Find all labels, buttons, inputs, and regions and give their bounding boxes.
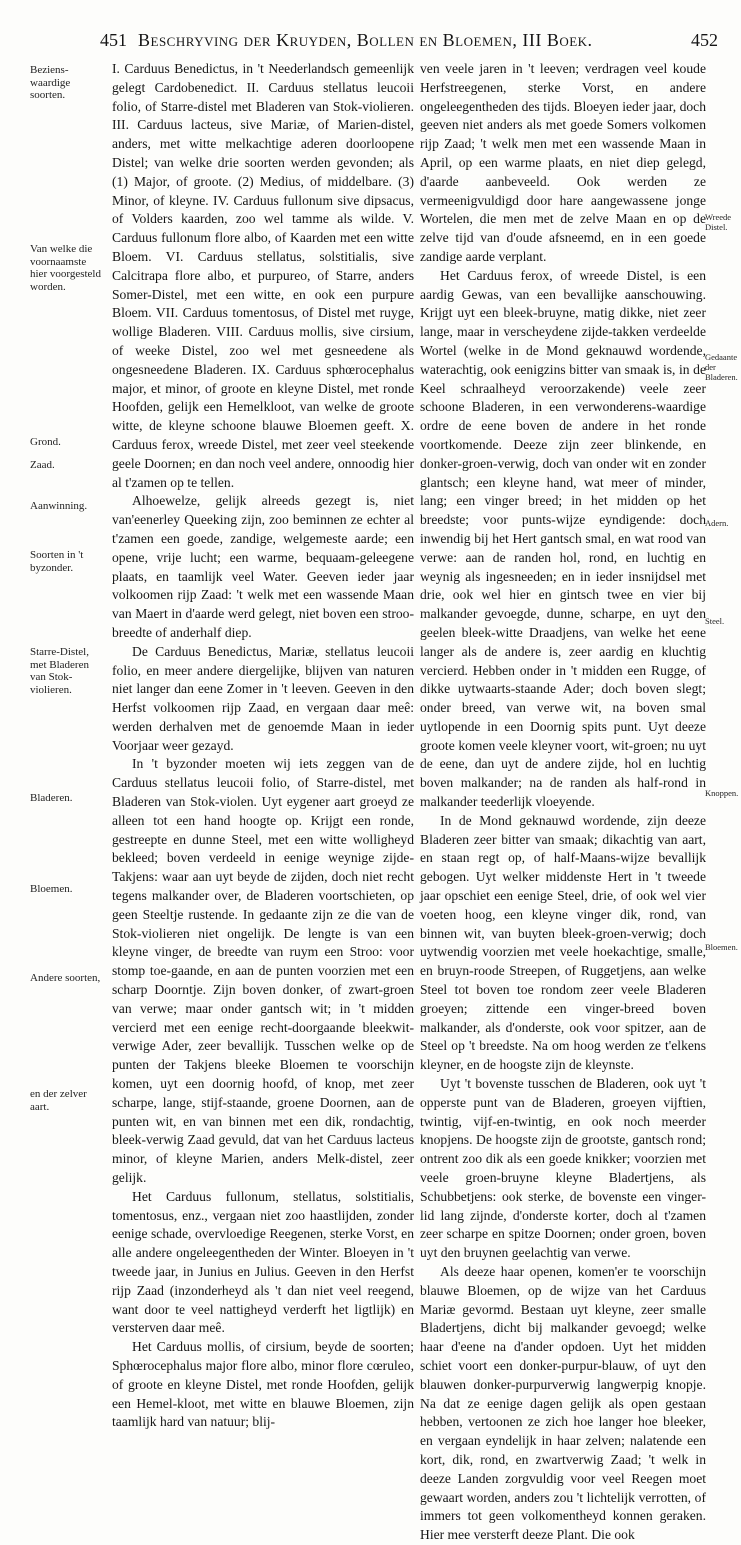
paragraph: Het Carduus ferox, of wreede Distel, is een aardig Gewas, van een bevallijke aanschouwing. Krijgt uyt een bleek-bruyne, matig dikke, niet zeer lange, maar in verscheydene zijde-takken verdeelde Wortel (welke in de Mond geknauwd wordende, waterachtig, ook eenigzins bitter van smaak is, in de Keel schraalheyd veroorzakende) veele zeer schoone Bladeren, in een verwonderens-waardige ordre de eene boven de andere in het ronde voortkomende. Deeze zijn zeer blinkende, en donker-groen-verwig, doch van onder wit en zonder glantsch; een kleyne hand, wat meer of minder, lang; een vinger breed; in het midden op het breedste; voor punts-wijze eyndigende: doch inwendig bij het Hert gantsch smal, en wat rood van verwe: aan de randen hol, rond, en luchtig en weynig als ingesneeden; en in ieder insnijdsel met drie, ook wel hier en gintsch twee en vier bij malkander gevoegde, dunne, scharpe, en uyt den geelen bleek-witte Draadjens, van welke het eene langer als de andere is, zeer aardig en kluchtig vercierd. Hebben onder in 't midden een Rugge, of dikke uytwaarts-staande Ader; doch boven slegt; onder breed, van verwe wit, na boven smal uytlopende in een Doornig spits punt. Uyt deeze groote komen veele kleyner voort, wit-groen; nu uyt de eene, dan uyt de andere zijde, hol en luchtig boven malkander; na de randen als half-rond in malkander teederlijk vloeyende. <box>420 267 706 810</box>
margin-note: Bloemen. <box>705 942 738 952</box>
paragraph: Als deeze haar openen, komen'er te voorschijn blauwe Bloemen, op de wijze van het Carduus Mariæ gevormd. Bestaan uyt kleyne, zeer smalle Bladertjens, dicht bij malkander gevoegd; welke haar d'eene na d'ander opdoen. Uyt het midden schiet voort een donker-purpur-blauw, of uyt den blauwen donker-purpurverwig langwerpig knopje. Na dat ze eenige dagen gelijk als open gestaan hebben, vertoonen ze zich hoe langer hoe bleeker, en vergaan eyndelijk in haar zelven; nalatende een kort, dik, rond, en zwartverwig Zaad; 't welk in deeze Landen zorgvuldig voor veel Reegen moet gewaart worden, anders zou 't lichtelijk verrotten, of immers tot geen volkomentheyd konnen geraken. Hier mee versterft deeze Plant. Die ook <box>420 1264 706 1543</box>
margin-note: Soorten in 't byzonder. <box>30 549 84 574</box>
paragraph: Het Carduus fullonum, stellatus, solstitialis, tomentosus, enz., vergaan niet zoo haastlijden, zonder eenige schade, overvloedige Reegenen, sterke Vorst, en alle andere ongeleegentheden der Winter. Bloeyen in 't tweede jaar, in Junius en Julius. Geeven in den Herfst rijp Zaad (inzonderheyd als 't dan niet veel reegend, want door te veel nattigheyd verderft het ligtlijk) en versterven daar meê. <box>112 1188 414 1336</box>
paragraph: In 't byzonder moeten wij iets zeggen van de Carduus stellatus leucoii folio, of Starre-distel, met Bladeren van Stok-violen. Uyt eygener aart groeyd ze alleen tot een hand hoogte op. Krijgt een ronde, gestreepte en dunne Steel, met een witte wolligheyd bekleed; boven verdeeld in eenige weynige zijde-Takjens: waar aan uyt beyde de zijden, doch niet recht tegens malkander over, de Bladeren voortschieten, op geen Steeltje rustende. In gedaante zijn ze die van de Stok-violieren niet ongelijk. De lengte is van een kleyne vinger, de breedte van ruym een Stroo: voor stomp toe-gaande, en aan de punten voorzien met een scharp Doorntje. Zijn boven donker, of zwart-groen van verwe; maar onder gantsch wit; in 't midden vercierd met een eenige recht-doorgaande bleekwit-verwige Ader, zeer bevallijk. Tusschen welke op de punten der Takjens bleeke Bloemen te voorschijn komen, uyt een doornig hoofd, of knop, met zeer scharpe, lange, stijf-staande, groene Doornen, aan de punten wit, en van binnen met een dik, rondachtig, bleek-verwig Zaad gevuld, dat van het Carduus lacteus minor, of kleyne Marien, anders Melk-distel, zeer gelijk. <box>112 756 414 1186</box>
right-margin-notes <box>705 0 741 1200</box>
paragraph: Het Carduus mollis, of cirsium, beyde de soorten; Sphœrocephalus major flore albo, minor flore cœruleo, of groote en kleyne Distel, met ronde Hoofden, gelijk een Hemel-kloot, met witte en blauwe Bloemen, zijn taamlijk hard van natuur; blij- <box>112 1339 414 1430</box>
margin-note: Steel. <box>705 616 725 626</box>
margin-note: Wreede Distel. <box>705 212 732 232</box>
paragraph: Alhoewelze, gelijk alreeds gezegt is, niet van'eenerley Queeking zijn, zoo beminnen ze echter al t'zamen een goede, zandige, welgemeste aarde; een opene, vrije lucht; een warme, bequaam-geleegene plaats, en taamlijk veel Water. Geeven ieder jaar volkoomen rijp Zaad: 't welk met een wassende Maan van Maert in d'aarde werd gelegt, niet boven een stroo-breedte of anderhalf diep. <box>112 493 414 640</box>
paragraph: ven veele jaren in 't leeven; verdragen veel koude Herfstreegenen, sterke Vorst, en andere ongeleegentheden des tijds. Bloeyen ieder jaar, doch geeven niet anders als met goede Somers volkomen rijp Zaad; 't welk men met een wassende Maan in April, op een warme plaats, en niet diep gelegd, d'aarde aanbeveeld. Ook werden ze vermeenigvuldigd door hare aangewassene jonge Wortelen, die men met de zelve Maan en op de zelve tijd van d'oude afsneemd, en in een goede zandige aarde verplant. <box>420 61 706 264</box>
margin-note: Aanwinning. <box>30 500 88 512</box>
margin-note: Zaad. <box>30 459 55 471</box>
paragraph: Uyt 't bovenste tusschen de Bladeren, ook uyt 't opperste punt van de Bladeren, groeyen vijftien, twintig, vijf-en-twintig, en ook noch meerder knopjens. De hoogste zijn de grootste, gantsch rond; ontrent zoo dik als een goede knikker; voorzien met veele groen-bruyne kleyne Bladertjens, als Schubbetjens: ook sterke, de bovenste een vinger-lid lang zijnde, d'onderste korter, doch al t'zamen zeer scharpe en spitze Doornen; onder groen, boven uyt den bruynen geelachtig van verwe. <box>420 1076 706 1261</box>
paragraph: I. Carduus Benedictus, in 't Neederlandsch gemeenlijk gelegt Cardobenedict. II. Carduus stellatus leucoii folio, of Starre-distel met Bladeren van Stok-violieren. III. Carduus lacteus, sive Mariæ, of Marien-distel, anders, met witte melkachtige aderen doorloopene Distel; van welke drie soorten werden gevonden; als (1) Major, of groote. (2) Medius, of middelbare. (3) Minor, of kleyne. IV. Carduus fullonum sive dipsacus, of Volders kaarden, zoo wel tamme als wilde. V. Carduus fullonum flore albo, of Kaarden met een witte Bloem. VI. Carduus stellatus, solstitialis, sive Calcitrapa flore albo, et purpureo, of Starre, anders Somer-Distel, met een witte, en ook een purpure Bloem. VII. Carduus tomentosus, of Distel met ruyge, wollige Bladeren. VIII. Carduus mollis, sive cirsium, of weeke Distel, zoo wel met gesneedene als ongesneedene Bladeren. IX. Carduus sphœrocephalus major, et minor, of groote en kleyne Distel, met ronde Hoofden, gelijk een Hemelkloot, van welke de groote witte, de kleyne schoone blauwe Bloemen geeft. X. Carduus ferox, wreede Distel, met zeer veel steekende geele Doornen; en dan noch veel andere, onnoodig hier al t'zamen op te tellen. <box>112 61 414 490</box>
margin-note: Andere soorten, <box>30 972 101 984</box>
paragraph: De Carduus Benedictus, Mariæ, stellatus leucoii folio, en meer andere diergelijke, blijven van naturen niet langer dan eene Zomer in 't leeven. Geeven in den Herfst volkoomen rijp Zaad, en vergaan daar meê: werden derhalven met de genoemde Maan in ieder Voorjaar weer gezayd. <box>112 643 414 753</box>
margin-note: en der zelver aart. <box>30 1088 87 1113</box>
margin-note: Gedaante der Bladeren. <box>705 352 738 382</box>
margin-note: Bloemen. <box>30 883 73 895</box>
margin-note: Beziens-waardige soorten. <box>30 64 71 101</box>
paragraph: In de Mond geknauwd wordende, zijn deeze Bladeren zeer bitter van smaak; dikachtig van aart, en staan regt op, of half-Maans-wijze bevallijk gebogen. Uyt welker middenste Hert in 't tweede jaar opschiet een eenige Steel, drie, of ook wel vier voeten hoog, een kleyne vinger dik, rond, van binnen wit, van buyten bleek-groen-verwig; doch uytwendig voorzien met veele hoekachtige, smalle, en bruyn-roode Streepen, of Ruggetjens, aan welke Steel tot boven toe rondom zeer veele Bladeren groeyen; zittende een vinger-breed boven malkander, als d'onderste, ook voor spitzer, aan de Steel op 't breedste. Na om hoog werden ze t'elkens kleyner, en de hoogste zijn de kleynste. <box>420 812 706 1073</box>
margin-note: Starre-Distel, met Bladeren van Stok-violieren. <box>30 646 89 696</box>
left-margin-notes <box>30 0 108 1200</box>
margin-note: Knoppen. <box>705 788 739 798</box>
margin-note: Grond. <box>30 436 61 448</box>
page-header <box>100 30 740 60</box>
left-column <box>112 60 414 1432</box>
margin-note: Bladeren. <box>30 792 73 804</box>
page-number-right: 452 <box>691 30 718 50</box>
margin-note: Adern. <box>705 518 729 528</box>
margin-note: Van welke die voornaamste hier voorgesteld worden. <box>30 243 101 293</box>
running-title: Beschryving der Kruyden, Bollen en Bloemen, III Boek. <box>138 30 593 50</box>
right-column <box>420 60 706 1545</box>
page-number-left: 451 <box>100 30 127 50</box>
